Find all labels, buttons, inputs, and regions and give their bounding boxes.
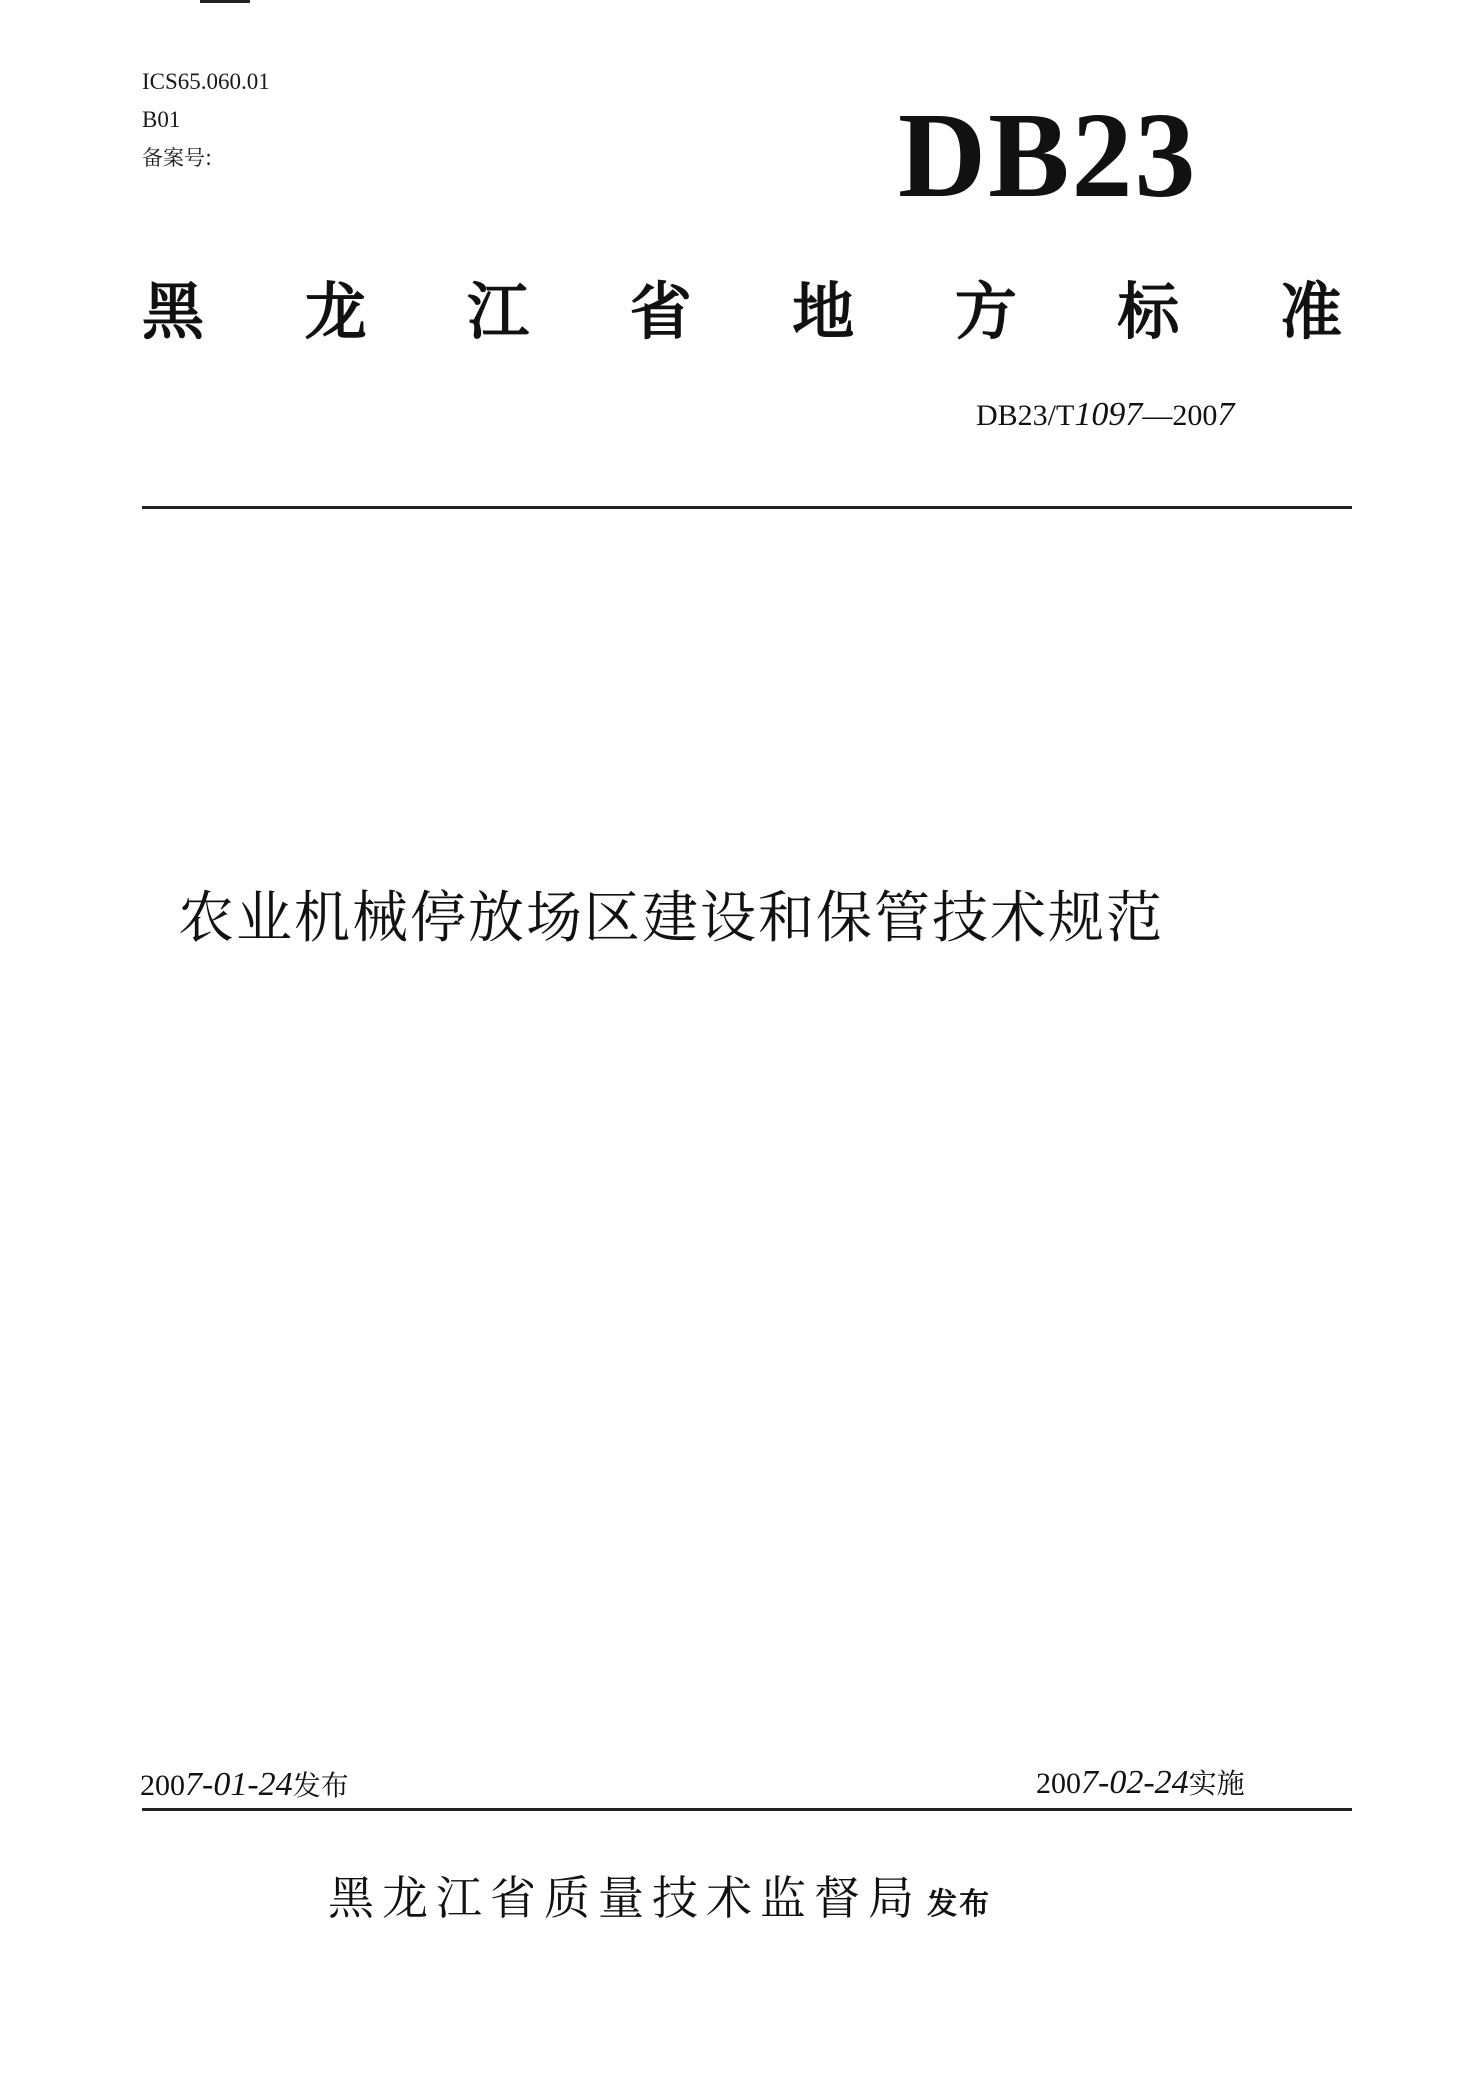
authority-issue-label: 发布 xyxy=(927,1887,992,1922)
issue-date-handwritten: -01-24 xyxy=(202,1766,293,1803)
ccs-code: B01 xyxy=(142,107,181,132)
standard-type-char: 方 xyxy=(954,275,1017,348)
issue-date xyxy=(140,1764,349,1804)
standard-type-char: 龙 xyxy=(304,275,367,348)
standard-year-printed: 200 xyxy=(1172,399,1218,432)
standard-type-char: 准 xyxy=(1279,275,1342,348)
standard-type-char: 省 xyxy=(629,275,692,348)
issue-year-printed: 200 xyxy=(140,1769,185,1802)
standard-year-handwritten: 7 xyxy=(1217,396,1235,433)
document-title: 农业机械停放场区建设和保管技术规范 xyxy=(178,886,1164,951)
standard-type-char: 江 xyxy=(467,275,530,348)
footer-divider xyxy=(142,1808,1352,1811)
issue-year-handwritten: 7 xyxy=(185,1766,202,1803)
standard-type-char: 标 xyxy=(1117,275,1180,348)
authority-name: 黑龙江省质量技术监督局 xyxy=(328,1871,922,1925)
ics-code: ICS65.060.01 xyxy=(142,69,270,94)
issuing-authority xyxy=(328,1862,991,1928)
standard-number-prefix: DB23/T xyxy=(976,399,1075,432)
standard-type-heading xyxy=(142,262,1342,351)
implementation-date xyxy=(1036,1762,1245,1802)
standard-number xyxy=(976,396,1234,434)
implement-year-handwritten: 7 xyxy=(1081,1764,1098,1801)
document-code: DB23 xyxy=(898,88,1198,223)
implement-date-handwritten: -02-24 xyxy=(1098,1764,1189,1801)
handwritten-number: 1097 xyxy=(1074,396,1143,433)
issue-label: 发布 xyxy=(292,1769,349,1802)
implement-year-printed: 200 xyxy=(1036,1767,1081,1800)
filing-number-label: 备案号: xyxy=(142,146,213,170)
top-edge-mark xyxy=(200,0,250,3)
standard-type-char: 黑 xyxy=(142,275,205,348)
standard-type-char: 地 xyxy=(792,275,855,348)
number-separator: — xyxy=(1142,399,1173,432)
header-divider xyxy=(142,506,1352,509)
implement-label: 实施 xyxy=(1188,1767,1245,1800)
